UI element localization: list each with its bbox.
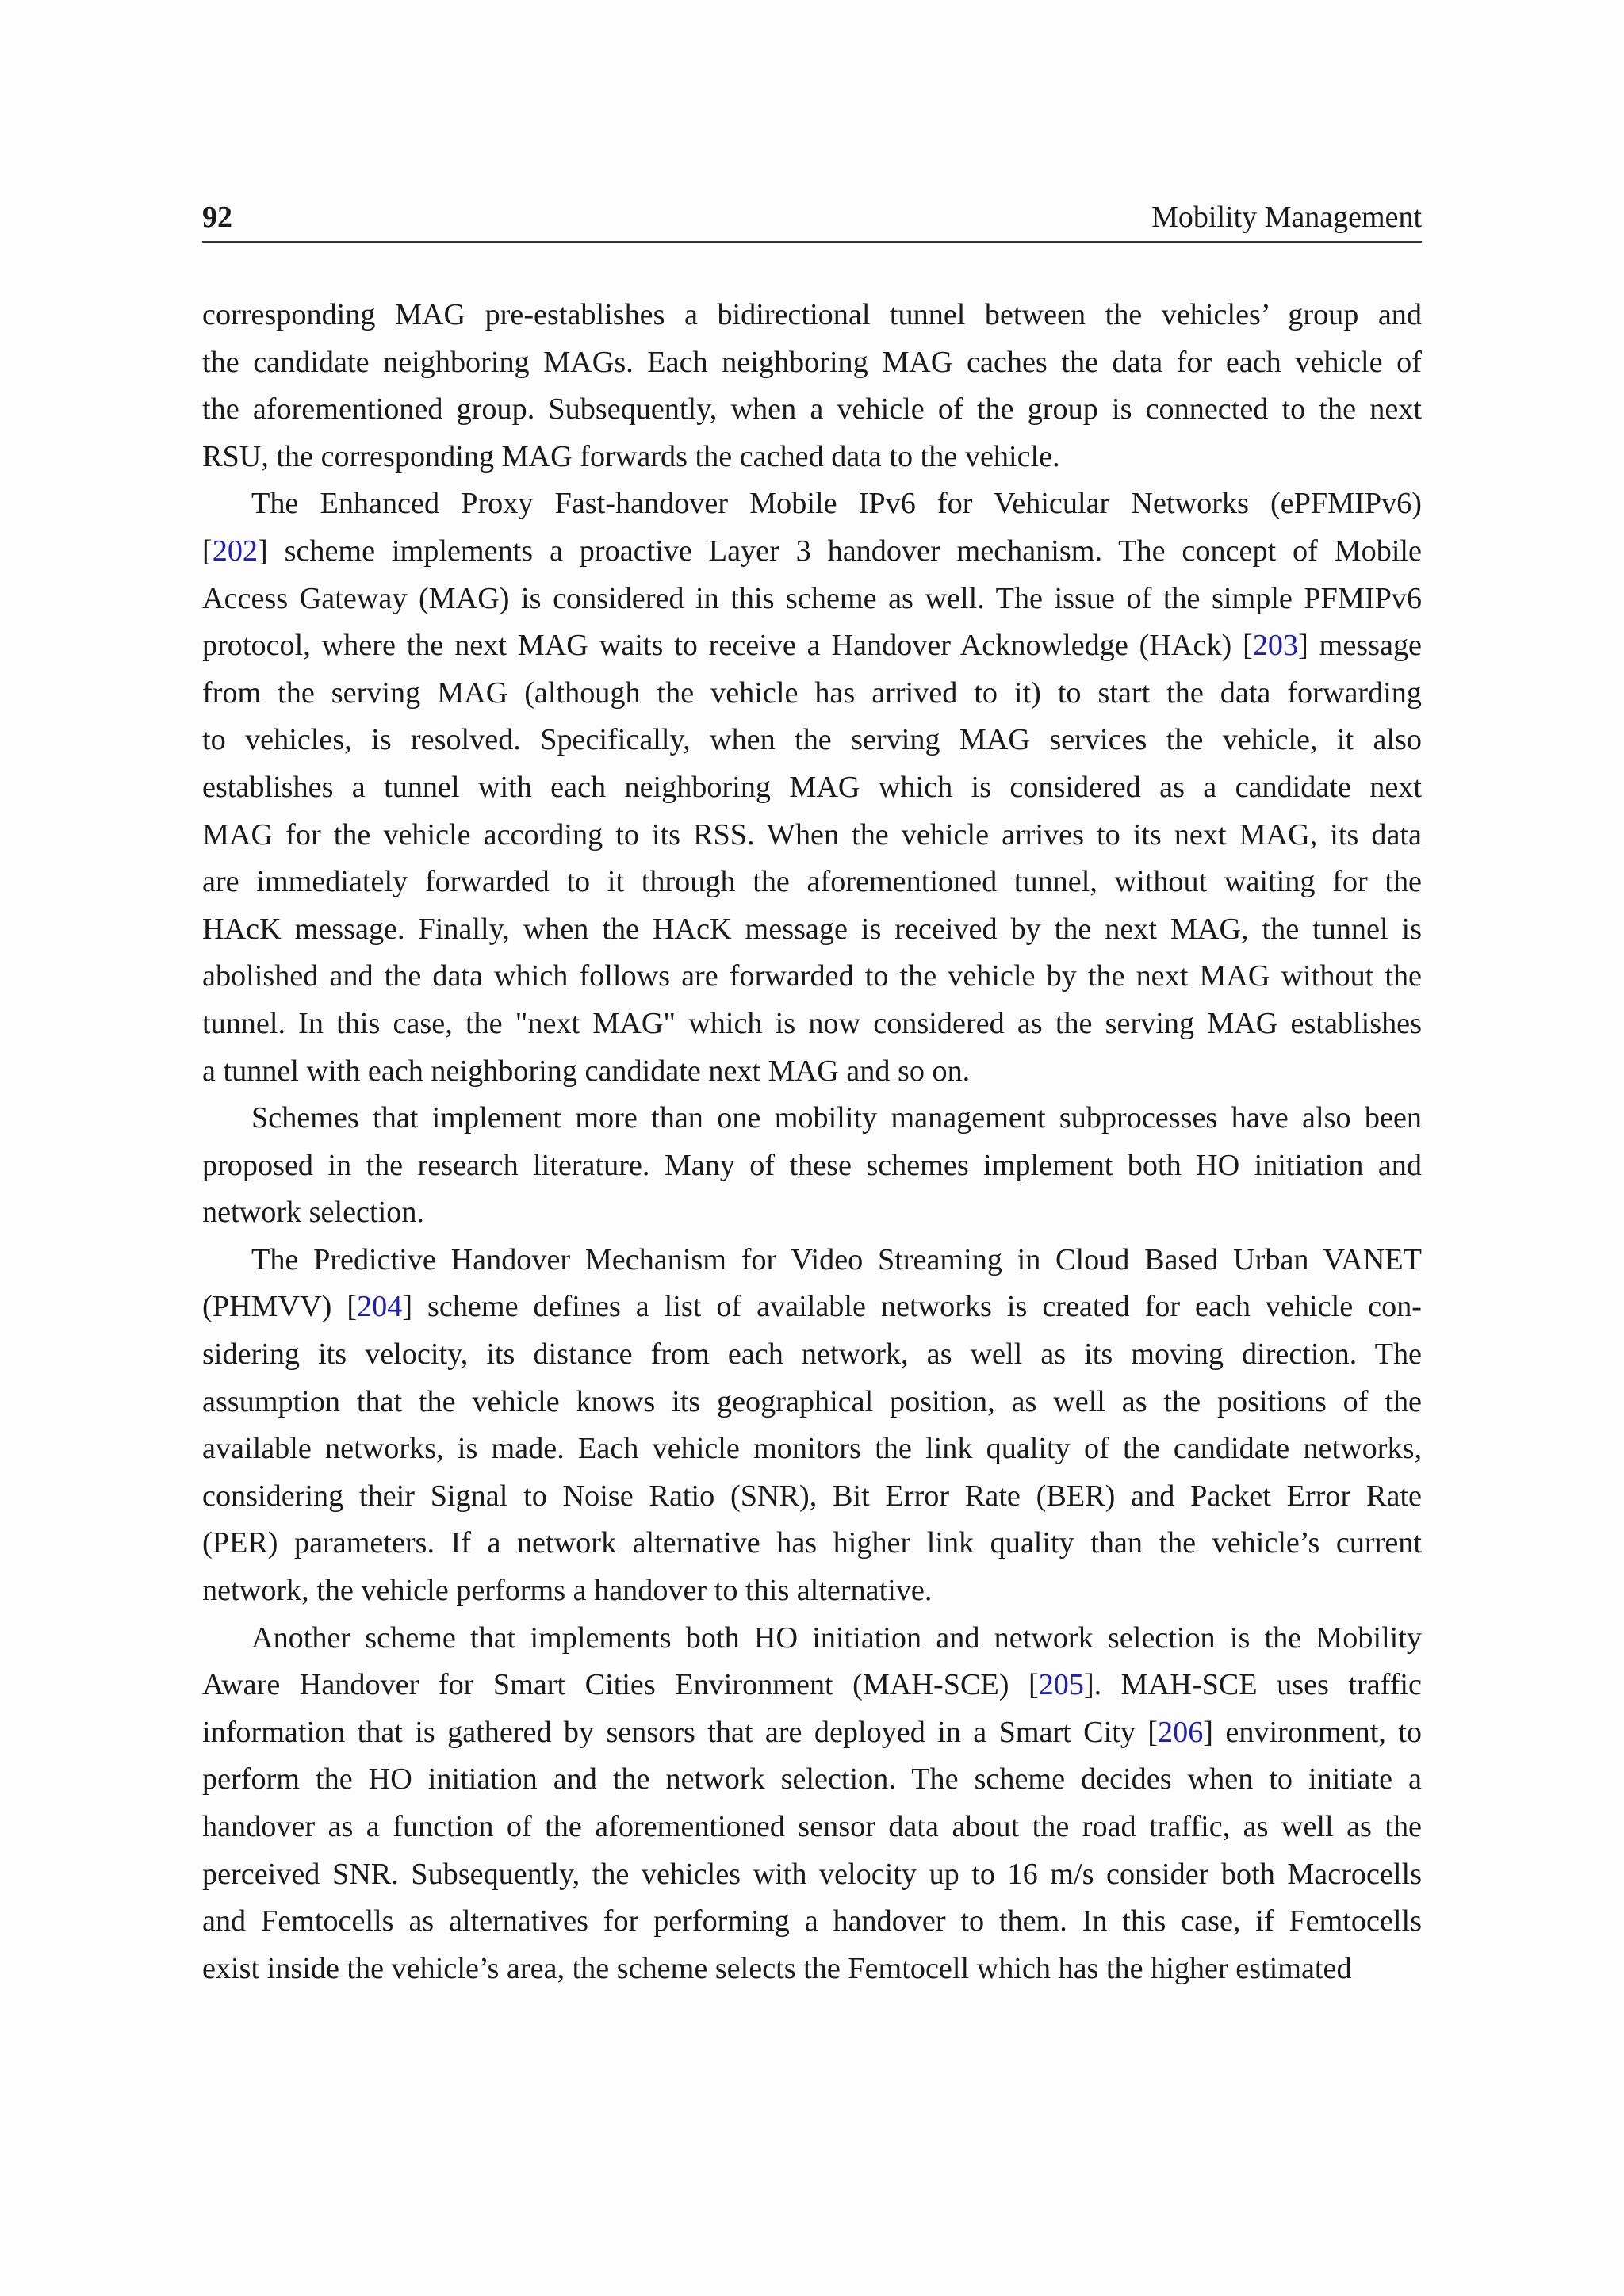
text-segment: ]. MAH-SCE uses traffic (1083, 1668, 1422, 1702)
text-segment: protocol, where the next MAG waits to receive a Handover Acknowledge (HAck) [ (202, 629, 1253, 663)
text-segment: ] scheme defines a list of available networks is created for each vehicle con- (402, 1290, 1423, 1324)
text-line: Another scheme that implements both HO initiation and network selection is the Mobility (251, 1621, 1422, 1655)
text-line (202, 622, 1422, 670)
text-line: perform the HO initiation and the network selection. The scheme decides when to initiate a (202, 1762, 1422, 1797)
citation-link[interactable]: 206 (1158, 1715, 1204, 1749)
paragraph (202, 292, 1422, 480)
text-line: (PER) parameters. If a network alternative has higher link quality than the vehicle’s current (202, 1526, 1422, 1560)
text-line: are immediately forwarded to it through the aforementioned tunnel, without waiting for the (202, 865, 1422, 899)
text-segment: Aware Handover for Smart Cities Environment (MAH-SCE) [ (202, 1668, 1039, 1702)
paragraph (202, 1095, 1422, 1237)
text-line (202, 1662, 1422, 1709)
text-line: RSU, the corresponding MAG forwards the cached data to the vehicle. (202, 439, 1060, 473)
text-line: available networks, is made. Each vehicle monitors the link quality of the candidate networks, (202, 1432, 1422, 1466)
text-line (202, 528, 1422, 576)
body-text (202, 292, 1422, 1992)
citation-link[interactable]: 204 (357, 1290, 403, 1324)
text-line: exist inside the vehicle’s area, the scheme selects the Femtocell which has the higher estimated (202, 1951, 1352, 1985)
citation-link[interactable]: 202 (212, 534, 258, 568)
citation-link[interactable]: 205 (1038, 1668, 1084, 1702)
page-header (202, 193, 1422, 243)
running-title: Mobility Management (1151, 201, 1422, 234)
text-line: the candidate neighboring MAGs. Each neighboring MAG caches the data for each vehicle of (202, 345, 1422, 379)
text-line: from the serving MAG (although the vehicle has arrived to it) to start the data forwarding (202, 675, 1422, 710)
paragraph (202, 1615, 1422, 1993)
text-line: MAG for the vehicle according to its RSS. When the vehicle arrives to its next MAG, its data (202, 817, 1422, 851)
text-line: establishes a tunnel with each neighboring MAG which is considered as a candidate next (202, 770, 1422, 804)
text-line: a tunnel with each neighboring candidate next MAG and so on. (202, 1054, 971, 1088)
text-line: assumption that the vehicle knows its geographical position, as well as the positions of the (202, 1384, 1422, 1418)
text-line: The Enhanced Proxy Fast-handover Mobile IPv6 for Vehicular Networks (ePFMIPv6) (251, 487, 1422, 521)
text-line: corresponding MAG pre-establishes a bidirectional tunnel between the vehicles’ group and (202, 298, 1422, 331)
page-number: 92 (202, 201, 232, 234)
text-segment: [ (202, 534, 213, 568)
text-line: tunnel. In this case, the "next MAG" which is now considered as the serving MAG establishes (202, 1006, 1422, 1040)
text-line: proposed in the research literature. Many of these schemes implement both HO initiation and (202, 1148, 1422, 1182)
text-line: sidering its velocity, its distance from each network, as well as its moving direction. The (202, 1337, 1422, 1372)
text-line: perceived SNR. Subsequently, the vehicles with velocity up to 16 m/s consider both Macrocells (202, 1857, 1422, 1891)
text-segment: information that is gathered by sensors that are deployed in a Smart City [ (202, 1715, 1159, 1749)
text-line: Access Gateway (MAG) is considered in this scheme as well. The issue of the simple PFMIPv6 (202, 581, 1422, 615)
text-line: considering their Signal to Noise Ratio (SNR), Bit Error Rate (BER) and Packet Error Rate (202, 1479, 1422, 1513)
text-segment: ] scheme implements a proactive Layer 3 handover mechanism. The concept of Mobile (258, 534, 1422, 568)
text-segment: ] environment, to (1203, 1715, 1422, 1749)
text-line: to vehicles, is resolved. Specifically, when the serving MAG services the vehicle, it also (202, 723, 1422, 757)
text-line: network, the vehicle performs a handover to this alternative. (202, 1574, 933, 1608)
text-segment: ] message (1298, 629, 1422, 663)
text-line (202, 1709, 1422, 1757)
paragraph (202, 480, 1422, 1095)
paragraph (202, 1237, 1422, 1615)
text-line: and Femtocells as alternatives for performing a handover to them. In this case, if Femtocells (202, 1904, 1422, 1938)
citation-link[interactable]: 203 (1252, 629, 1299, 663)
text-line: Schemes that implement more than one mobility management subprocesses have also been (251, 1101, 1422, 1135)
text-line: The Predictive Handover Mechanism for Video Streaming in Cloud Based Urban VANET (251, 1242, 1422, 1276)
text-line (202, 1284, 1422, 1331)
text-line: abolished and the data which follows are forwarded to the vehicle by the next MAG without the (202, 959, 1422, 993)
text-line: network selection. (202, 1196, 424, 1230)
text-line: HAcK message. Finally, when the HAcK message is received by the next MAG, the tunnel is (202, 912, 1422, 946)
text-segment: (PHMVV) [ (202, 1290, 358, 1324)
text-line: handover as a function of the aforementioned sensor data about the road traffic, as well as the (202, 1810, 1422, 1843)
text-line: the aforementioned group. Subsequently, when a vehicle of the group is connected to the next (202, 392, 1422, 427)
